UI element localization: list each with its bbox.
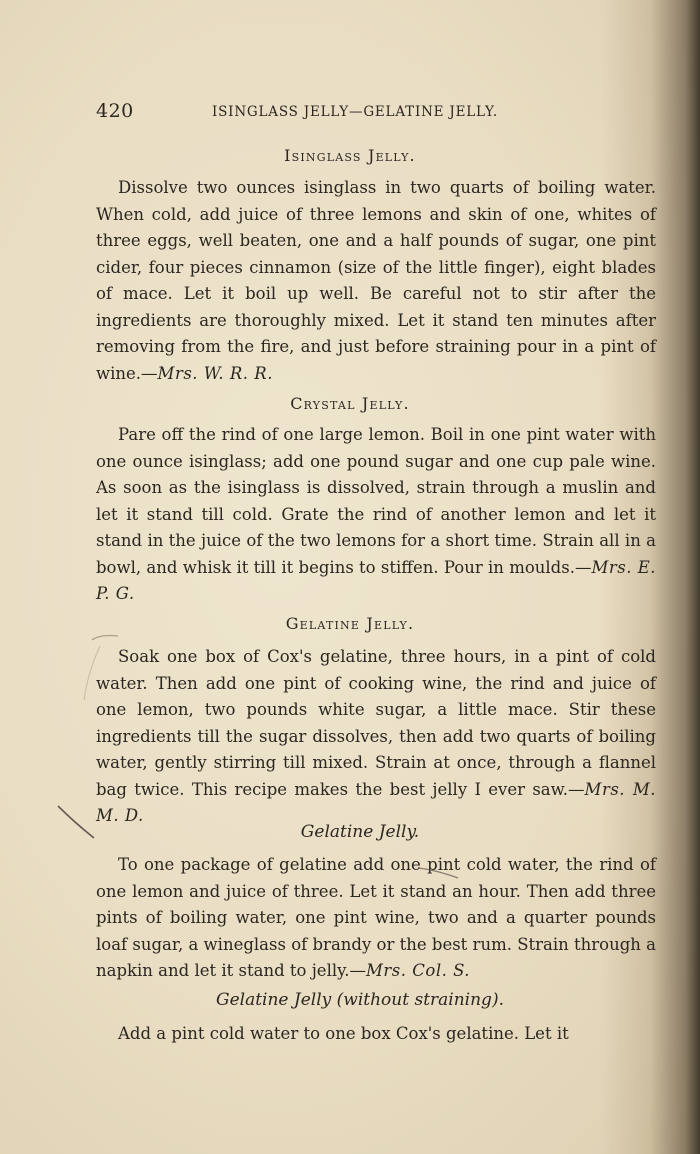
recipe-text: To one package of gelatine add one pint cold water, the rind of one lemon and juice of three. Let it stand an hour. Then add three pints of boiling water, one pint wine, two and a quarter pounds loaf sugar, a wineglass of brandy or the best rum. Strain through a napkin and let it stand to jelly.—: [96, 855, 656, 980]
recipe-body-isinglass-jelly: [96, 175, 656, 387]
recipe-body-crystal-jelly: [96, 422, 656, 608]
recipe-title-isinglass-jelly: Isinglass Jelly.: [284, 146, 416, 165]
recipe-body-gelatine-jelly: [96, 644, 656, 830]
recipe-title-gelatine-jelly-2: Gelatine Jelly.: [300, 822, 420, 842]
recipe-signature: Mrs. W. R. R.: [157, 363, 273, 383]
recipe-body-gelatine-jelly-without-straining: [96, 1021, 656, 1048]
recipe-signature: Mrs. M. M. D.: [96, 779, 656, 825]
recipe-body-gelatine-jelly-2: [96, 852, 656, 985]
recipe-title-gelatine-jelly: Gelatine Jelly.: [285, 614, 415, 633]
running-title: ISINGLASS JELLY—GELATINE JELLY.: [212, 104, 499, 120]
recipe-signature: Mrs. E. P. G.: [96, 557, 657, 603]
running-head: [96, 100, 556, 128]
recipe-text: Add a pint cold water to one box Cox's gelatine. Let it: [118, 1024, 569, 1043]
page-number: 420: [96, 100, 134, 122]
recipe-title-crystal-jelly: Crystal Jelly.: [290, 394, 410, 413]
recipe-signature: Mrs. Col. S.: [366, 961, 471, 980]
recipe-text: Dissolve two ounces isinglass in two quarts of boiling water. When cold, add juice of three lemons and skin of one, whites of three eggs, well beaten, one and a half pounds of sugar, one pint cider, four pieces cinnamon (size of the little finger), eight blades of mace. Let it boil up well. Be careful not to stir after the ingredients are thoroughly mixed. Let it stand ten minutes after removing from the fire, and just before straining pour in a pint of wine.—: [96, 178, 656, 383]
recipe-title-gelatine-jelly-without-straining: Gelatine Jelly (without straining).: [216, 990, 504, 1010]
recipe-text: Pare off the rind of one large lemon. Boil in one pint water with one ounce isinglass; add one pound sugar and one cup pale wine. As soon as the isinglass is dissolved, strain through a muslin and let it stand till cold. Grate the rind of another lemon and let it stand in the juice of the two lemons for a short time. Strain all in a bowl, and whisk it till it begins to stiffen. Pour in moulds.—: [96, 425, 656, 577]
recipe-text: Soak one box of Cox's gelatine, three hours, in a pint of cold water. Then add one pint of cooking wine, the rind and juice of one lemon, two pounds white sugar, a little mace. Stir these ingredients till the sugar dissolves, then add two quarts of boiling water, gently stirring till mixed. Strain at once, through a flannel bag twice. This recipe makes the best jelly I ever saw.—: [96, 647, 656, 799]
